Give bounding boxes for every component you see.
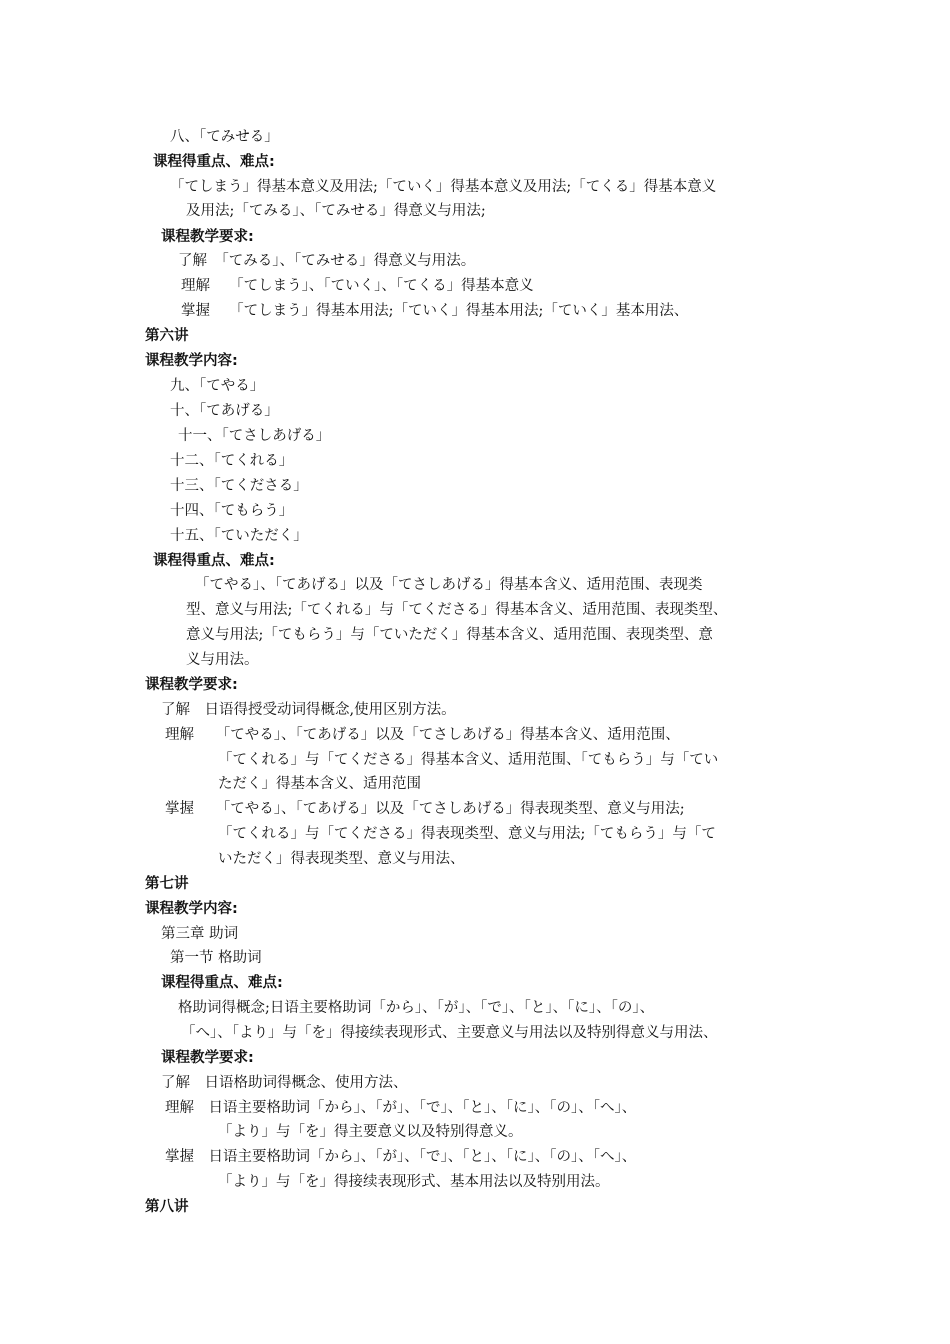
key-points-text: 义与用法。 — [186, 652, 259, 668]
content-item: 十、「てあげる」 — [170, 403, 279, 419]
requirement-comprehend-cont: ただく」得基本含义、适用范围 — [218, 776, 421, 792]
requirement-understand: 了解 「てみる」、「てみせる」得意义与用法。 — [178, 253, 476, 269]
requirement-master: 掌握 「てやる」、「てあげる」以及「てさしあげる」得表现类型、意义与用法; — [165, 801, 685, 817]
requirement-comprehend-cont: 「てくれる」与「てくださる」得基本含义、适用范围、「てもらう」与「てい — [218, 752, 719, 768]
heading-key-points: 课程得重点、难点: — [161, 975, 283, 991]
key-points-text: 意义与用法;「てもらう」与「ていただく」得基本含义、适用范围、表现类型、意 — [186, 627, 713, 643]
heading-teaching-content: 课程教学内容: — [145, 353, 238, 369]
item-8-temiseru: 八、「てみせる」 — [170, 129, 279, 145]
key-points-text: 「てやる」、「てあげる」以及「てさしあげる」得基本含义、适用范围、表现类 — [195, 577, 703, 593]
requirement-master-cont: 「より」与「を」得接续表现形式、基本用法以及特别用法。 — [218, 1174, 610, 1190]
content-item: 九、「てやる」 — [170, 378, 265, 394]
lecture-8-title: 第八讲 — [145, 1199, 189, 1215]
requirement-master: 掌握 日语主要格助词「から」、「が」、「で」、「と」、「に」、「の」、「へ」、 — [165, 1149, 637, 1165]
requirement-comprehend-cont: 「より」与「を」得主要意义以及特别得意义。 — [218, 1124, 523, 1140]
key-points-text: 「てしまう」得基本意义及用法;「ていく」得基本意义及用法;「てくる」得基本意义 — [170, 179, 717, 195]
heading-teaching-requirements: 课程教学要求: — [161, 229, 254, 245]
section-title: 第一节 格助词 — [170, 950, 262, 966]
requirement-comprehend: 理解 「てやる」、「てあげる」以及「てさしあげる」得基本含义、适用范围、 — [165, 727, 680, 743]
chapter-title: 第三章 助词 — [161, 926, 239, 942]
requirement-comprehend: 理解 「てしまう」、「ていく」、「てくる」得基本意义 — [181, 278, 534, 294]
requirement-master-cont: 「てくれる」与「てくださる」得表现类型、意义与用法;「てもらう」与「て — [218, 826, 716, 842]
requirement-comprehend: 理解 日语主要格助词「から」、「が」、「で」、「と」、「に」、「の」、「へ」、 — [165, 1100, 637, 1116]
key-points-text: 型、意义与用法;「てくれる」与「てくださる」得基本含义、适用范围、表现类型、 — [186, 602, 728, 618]
heading-teaching-requirements: 课程教学要求: — [161, 1050, 254, 1066]
lecture-7-title: 第七讲 — [145, 876, 189, 892]
content-item: 十二、「てくれる」 — [170, 453, 294, 469]
content-item: 十三、「てくださる」 — [170, 478, 308, 494]
heading-teaching-requirements: 课程教学要求: — [145, 677, 238, 693]
content-item: 十一、「てさしあげる」 — [178, 428, 331, 444]
requirement-understand: 了解 日语格助词得概念、使用方法、 — [161, 1075, 408, 1091]
heading-teaching-content: 课程教学内容: — [145, 901, 238, 917]
requirement-understand: 了解 日语得授受动词得概念,使用区别方法。 — [161, 702, 456, 718]
content-item: 十五、「ていただく」 — [170, 528, 308, 544]
key-points-text: 格助词得概念;日语主要格助词「から」、「が」、「で」、「と」、「に」、「の」、 — [178, 1000, 655, 1016]
heading-key-points: 课程得重点、难点: — [153, 154, 275, 170]
lecture-6-title: 第六讲 — [145, 328, 189, 344]
content-item: 十四、「てもらう」 — [170, 503, 294, 519]
heading-key-points: 课程得重点、难点: — [153, 553, 275, 569]
key-points-text: 「へ」、「より」与「を」得接续表现形式、主要意义与用法以及特别得意义与用法、 — [181, 1025, 718, 1041]
key-points-text: 及用法;「てみる」、「てみせる」得意义与用法; — [186, 203, 486, 219]
requirement-master: 掌握 「てしまう」得基本用法;「ていく」得基本用法;「ていく」基本用法、 — [181, 303, 689, 319]
requirement-master-cont: いただく」得表现类型、意义与用法、 — [218, 851, 465, 867]
